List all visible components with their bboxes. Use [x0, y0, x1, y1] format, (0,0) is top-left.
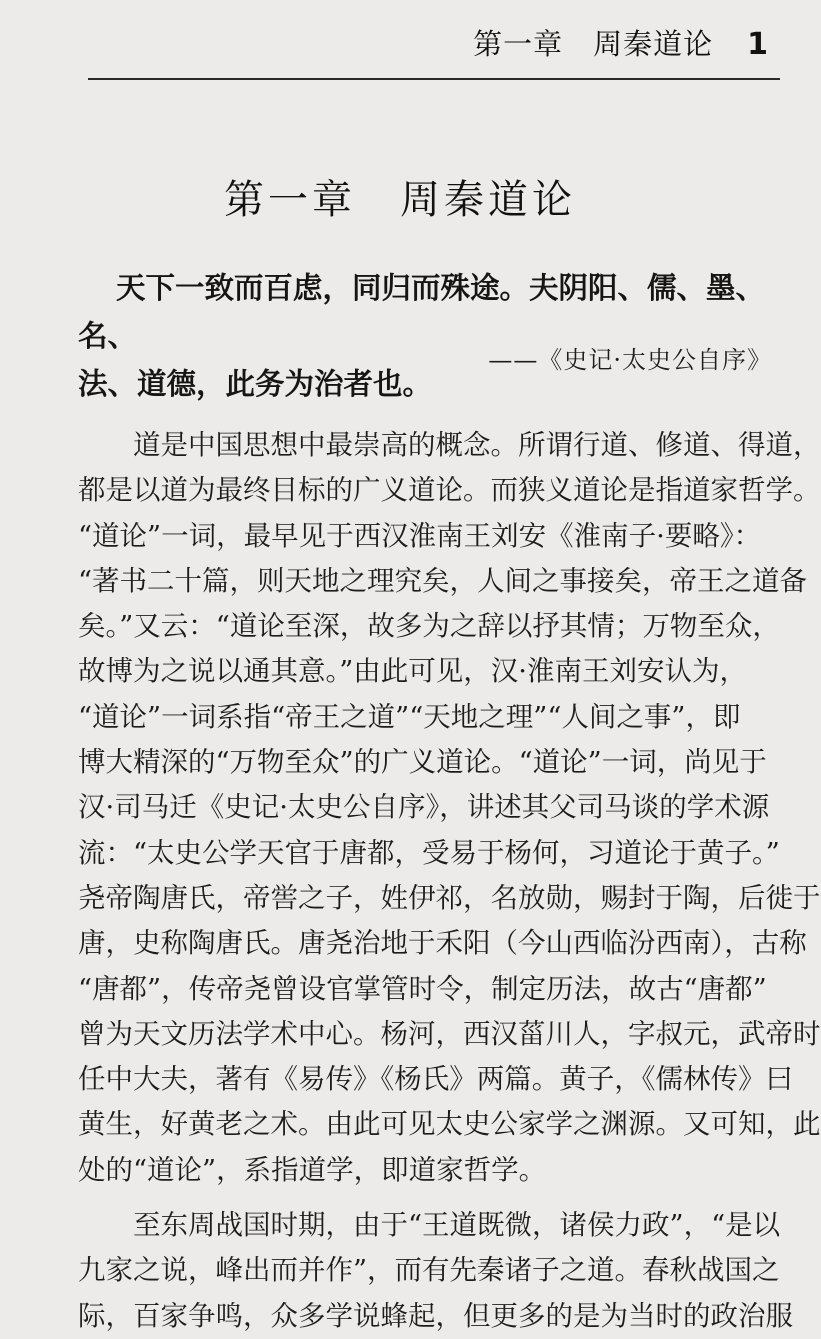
text-line: 处的“道论”，系指道学，即道家哲学。: [78, 1153, 547, 1186]
text-line: 故博为之说以通其意。”由此可见，汉·淮南王刘安认为，: [78, 655, 748, 688]
epigraph: [78, 264, 778, 408]
chapter-number: 第一章: [224, 177, 356, 223]
text-line: “道论”一词，最早见于西汉淮南王刘安《淮南子·要略》：: [78, 519, 762, 552]
chapter-name: 周秦道论: [400, 177, 576, 223]
chapter-title: [0, 168, 800, 225]
epigraph-line: 天下一致而百虑，同归而殊途。夫阴阳、儒、墨、名、: [78, 271, 766, 353]
header-rule: [88, 78, 780, 80]
text-line: 九家之说，峰出而并作”，而有先秦诸子之道。春秋战国之: [78, 1254, 780, 1287]
text-line: 都是以道为最终目标的广义道论。而狭义道论是指道家哲学。: [78, 474, 821, 507]
text-line: 曾为天文历法学术中心。杨河，西汉菑川人，字叔元，武帝时: [78, 1017, 821, 1050]
running-header: [473, 22, 768, 63]
text-line: 博大精深的“万物至众”的广义道论。“道论”一词，尚见于: [78, 746, 767, 779]
text-line: 流：“太史公学天官于唐都，受易于杨何，习道论于黄子。”: [78, 836, 780, 869]
text-line: “道论”一词系指“帝王之道”“天地之理”“人间之事”，即: [78, 700, 741, 733]
text-line: 道是中国思想中最崇高的概念。所谓行道、修道、得道，: [78, 429, 821, 461]
text-line: 汉·司马迁《史记·太史公自序》，讲述其父司马谈的学术源: [78, 791, 770, 824]
epigraph-source: ——《史记·太史公自序》: [488, 346, 772, 374]
text-line: 至东周战国时期，由于“王道既微，诸侯力政”，“是以: [78, 1209, 781, 1242]
text-line: 矣。”又云：“道论至深，故多为之辞以抒其情；万物至众，: [78, 610, 780, 643]
text-line: 黄生，好黄老之术。由此可见太史公家学之渊源。又可知，此: [78, 1108, 821, 1141]
page-number: 1: [747, 27, 768, 62]
paragraph: [78, 423, 821, 1193]
text-line: 际，百家争鸣，众多学说蜂起，但更多的是为当时的政治服: [78, 1299, 793, 1332]
text-line: 任中大夫，著有《易传》《杨氏》两篇。黄子，《儒林传》曰: [78, 1063, 793, 1096]
text-line: “唐都”，传帝尧曾设官掌管时令，制定历法，故古“唐都”: [78, 972, 767, 1005]
body-text: [78, 423, 821, 1339]
text-line: 尧帝陶唐氏，帝喾之子，姓伊祁，名放勋，赐封于陶，后徙于: [78, 881, 821, 914]
epigraph-line: 法、道德，此务为治者也。: [78, 367, 433, 401]
paragraph: [78, 1203, 793, 1339]
text-line: 唐，史称陶唐氏。唐尧治地于禾阳（今山西临汾西南），古称: [78, 927, 807, 960]
running-header-chapter: 第一章 周秦道论: [473, 27, 714, 61]
text-line: “著书二十篇，则天地之理究矣，人间之事接矣，帝王之道备: [78, 564, 808, 597]
